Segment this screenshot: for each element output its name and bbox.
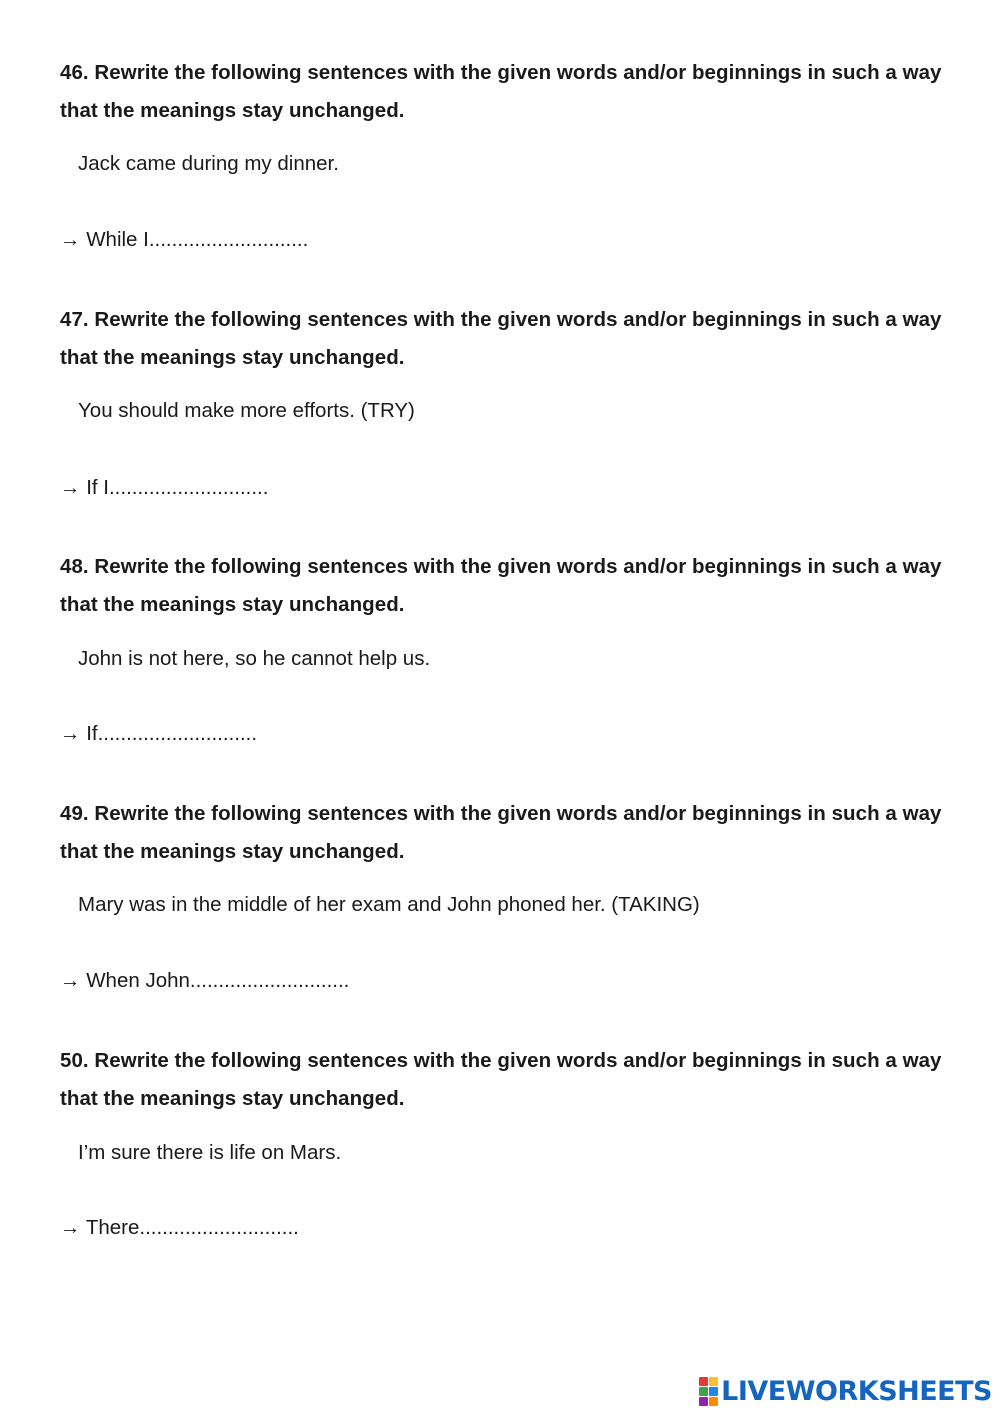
brand-name: LIVEWORKSHEETS [721,1376,992,1407]
answer-prompt[interactable]: → While I............................ [60,228,309,251]
logo-block [709,1397,718,1406]
liveworksheets-logo [699,1376,992,1407]
logo-block [709,1387,718,1396]
question-instruction: 47. Rewrite the following sentences with the given words and/or beginnings in such a way that the meanings stay unchanged. [60,308,942,369]
question-50 [60,1042,960,1239]
question-instruction: 50. Rewrite the following sentences with the given words and/or beginnings in such a way that the meanings stay unchanged. [60,1049,942,1110]
answer-prompt[interactable]: → If I............................ [60,476,269,499]
question-instruction: 48. Rewrite the following sentences with the given words and/or beginnings in such a way that the meanings stay unchanged. [60,555,942,616]
answer-prompt[interactable]: → There............................ [60,1216,299,1239]
liveworksheets-logo-icon [699,1377,718,1406]
question-sentence: Jack came during my dinner. [78,152,339,175]
logo-block [699,1387,708,1396]
question-sentence: You should make more efforts. (TRY) [78,399,415,422]
question-49 [60,795,960,992]
question-sentence: Mary was in the middle of her exam and John phoned her. (TAKING) [78,893,700,916]
question-48 [60,548,960,745]
question-sentence: John is not here, so he cannot help us. [78,647,431,670]
question-instruction: 49. Rewrite the following sentences with the given words and/or beginnings in such a way that the meanings stay unchanged. [60,802,942,863]
question-sentence: I’m sure there is life on Mars. [78,1141,342,1164]
question-instruction: 46. Rewrite the following sentences with the given words and/or beginnings in such a way that the meanings stay unchanged. [60,61,942,122]
question-47 [60,301,960,499]
question-46 [60,54,960,251]
answer-prompt[interactable]: → When John............................ [60,969,350,992]
logo-block [699,1377,708,1386]
answer-prompt[interactable]: → If............................ [60,722,258,745]
logo-block [699,1397,708,1406]
logo-block [709,1377,718,1386]
